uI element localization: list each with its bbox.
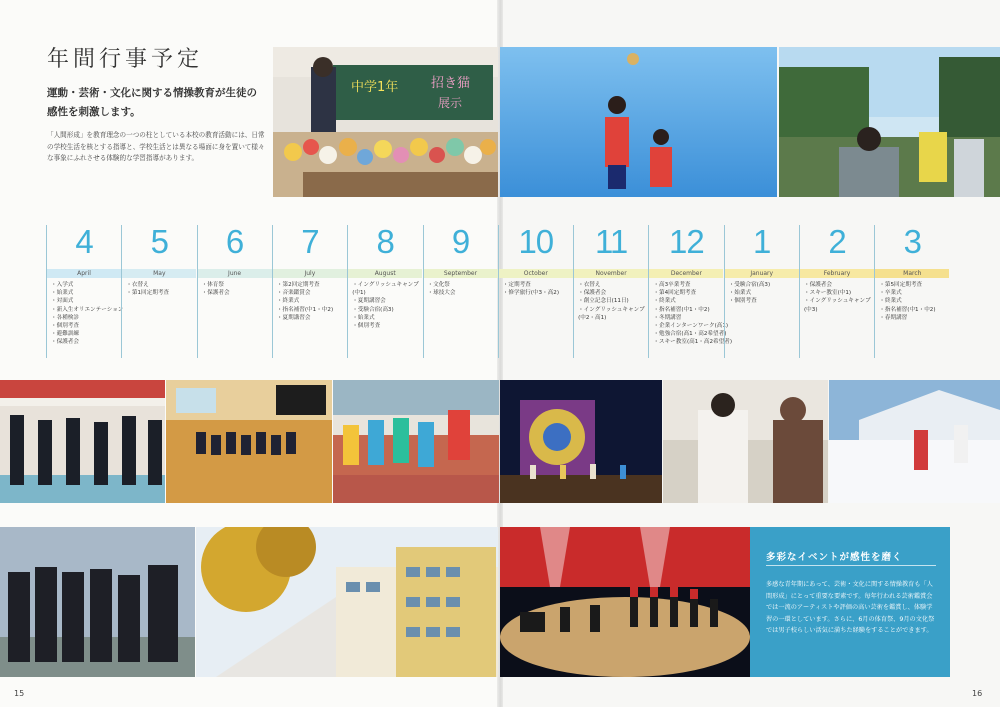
- photo-garden-tour: [779, 47, 1000, 197]
- feature-divider: [766, 565, 936, 566]
- month-number: 6: [225, 223, 244, 260]
- photo-students-group: [0, 527, 195, 677]
- event-list: [879, 281, 949, 322]
- photo-ceremony: [0, 380, 165, 503]
- event-item: ・個別考査: [51, 323, 79, 330]
- intro-paragraph: 「人間形成」を教育理念の一つの柱としている本校の教育活動には、日常の学校生活を核とする指導と、学校生活とは異なる場面に身を置いて様々な事象にふれさせる体験的な学習指導があります。: [47, 131, 265, 162]
- photo-ski: [829, 380, 1000, 503]
- month-number: 10: [518, 223, 554, 260]
- board-text-2: 招き猫: [431, 76, 471, 91]
- event-item: ・修学旅行(中3・高2): [502, 290, 560, 297]
- calendar-month-4: [272, 225, 347, 358]
- calendar-month-10: [724, 225, 799, 358]
- month-number: 11: [594, 223, 628, 260]
- calendar-month-3: [197, 225, 272, 358]
- event-list: [202, 281, 272, 297]
- event-item: ・始業式: [51, 290, 74, 297]
- event-list: [277, 281, 347, 322]
- event-item: ・各種検診: [51, 314, 79, 321]
- event-list: [653, 281, 732, 347]
- month-number: 12: [669, 223, 704, 260]
- page-number-left: 15: [14, 689, 25, 698]
- event-item: ・冬期講習: [653, 314, 682, 321]
- page-number-right: 16: [972, 689, 983, 698]
- event-list: [428, 281, 498, 297]
- event-item: ・終業式: [879, 298, 902, 305]
- month-name-band: May: [122, 269, 196, 278]
- month-number: 3: [903, 223, 921, 260]
- event-list: [51, 281, 124, 347]
- event-item: ・終業式: [653, 298, 676, 305]
- month-name-band: February: [800, 269, 874, 278]
- event-item: ・音楽鑑賞会: [276, 290, 311, 297]
- event-item: ・高3卒業考査: [653, 282, 691, 288]
- month-name-band: December: [649, 269, 723, 278]
- lead-text: 運動・芸術・文化に関する情操教育が生徒の感性を刺激します。: [47, 87, 257, 118]
- month-name-band: July: [273, 269, 347, 278]
- event-item: (中2・高1): [578, 314, 607, 321]
- calendar-month-6: [423, 225, 498, 358]
- calendar-month-8: [573, 225, 648, 358]
- event-item: ・第2回定期考査: [276, 282, 320, 288]
- event-item: ・夏期講習会: [276, 314, 311, 321]
- event-item: ・指名補習(中1・中2): [276, 306, 334, 313]
- month-name-band: March: [875, 269, 949, 278]
- month-number: 2: [828, 223, 846, 260]
- event-item: ・衣替え: [126, 282, 149, 288]
- month-name-band: September: [424, 269, 498, 278]
- feature-box: [750, 527, 950, 677]
- month-number: 7: [301, 223, 319, 260]
- event-item: ・スキー教室(中1): [804, 290, 852, 297]
- photo-sports-day: [333, 380, 499, 503]
- event-item: ・個別考査: [352, 323, 381, 330]
- event-item: ・イングリッシュキャンプ: [578, 306, 645, 313]
- calendar-month-2: [121, 225, 196, 358]
- board-text-3: 展示: [438, 96, 463, 110]
- event-item: ・イングリッシュキャンプ: [804, 298, 871, 305]
- event-item: ・新入生オリエンテーション: [51, 306, 124, 313]
- month-name-band: November: [574, 269, 648, 278]
- event-item: (中3): [804, 306, 818, 313]
- calendar-month-1: [46, 223, 124, 358]
- photo-volleyball: [500, 47, 777, 197]
- annual-calendar: [46, 225, 951, 358]
- month-name-band: October: [499, 269, 573, 278]
- photo-classroom-display: [273, 47, 498, 197]
- event-item: ・勉強合宿(高1・高2希望者): [653, 331, 727, 338]
- month-number: 4: [75, 223, 93, 260]
- event-item: ・イングリッシュキャンプ: [352, 282, 419, 288]
- event-item: ・避難訓練: [51, 331, 79, 338]
- calendar-month-5: [347, 225, 422, 358]
- photo-school-building: [196, 527, 498, 677]
- event-item: ・受験合宿(高3): [352, 306, 394, 313]
- month-name-band: January: [725, 269, 799, 278]
- event-item: ・企業インターンワーク(高1): [653, 323, 729, 330]
- event-item: ・保護者会: [804, 282, 832, 288]
- calendar-month-7: [498, 225, 573, 358]
- event-item: ・卒業式: [879, 290, 902, 297]
- event-item: ・始業式: [728, 290, 752, 297]
- calendar-month-12: [874, 225, 949, 358]
- page-title: 年間行事予定: [47, 47, 204, 72]
- photo-concert: [500, 527, 750, 677]
- month-number: 8: [376, 223, 394, 260]
- photo-gym-assembly: [166, 380, 332, 503]
- photo-stage-performance: [500, 380, 662, 503]
- event-item: ・指名補習(中1・中2): [653, 306, 710, 313]
- month-name-band: August: [348, 269, 422, 278]
- month-number: 5: [150, 223, 168, 260]
- month-number: 9: [451, 223, 470, 260]
- event-list: [804, 281, 874, 314]
- event-item: ・入学式: [51, 282, 74, 288]
- calendar-month-9: [648, 223, 732, 358]
- event-item: ・スキー教室(高1・高2希望者): [653, 339, 732, 346]
- event-item: ・個別考査: [728, 298, 757, 305]
- event-list: [578, 281, 648, 322]
- feature-text: 多感な青年期にあって、芸術・文化に関する情操教育も「人間形成」にとって重要な要素です。毎年行われる芸術鑑賞会では一流のアーティストや評価の高い芸術を鑑賞し、体験学習の一環としています。さらに、6月の体育祭、9月の文化祭では男子校らしい活気に満ちた経験をすることができます。: [766, 581, 935, 634]
- event-item: ・体育祭: [201, 282, 224, 288]
- event-item: ・第1回定期考査: [126, 290, 170, 297]
- event-item: ・夏期講習会: [352, 298, 386, 305]
- event-item: (中1): [352, 290, 366, 297]
- event-item: ・創立記念日(11日): [578, 298, 629, 305]
- calendar-month-11: [799, 225, 874, 358]
- event-item: ・終業式: [276, 298, 300, 305]
- event-item: ・受験合宿(高3): [728, 282, 771, 288]
- event-item: ・第4回定期考査: [653, 290, 697, 297]
- event-item: ・球技大会: [427, 290, 456, 297]
- month-name-band: June: [198, 269, 272, 278]
- event-item: ・衣替え: [578, 282, 601, 288]
- event-item: ・春期講習: [879, 314, 908, 321]
- event-item: ・対面式: [51, 298, 74, 305]
- month-number: 1: [753, 223, 771, 260]
- event-item: ・保護者会: [51, 339, 79, 346]
- event-list: [503, 281, 573, 297]
- event-item: ・指名補習(中1・中2): [879, 306, 936, 313]
- event-item: ・始業式: [352, 314, 375, 321]
- event-item: ・保護者会: [201, 290, 230, 297]
- event-list: [352, 281, 422, 330]
- photo-english-camp: [663, 380, 828, 503]
- event-item: ・定期考査: [502, 282, 531, 288]
- board-text-1: 中学1年: [351, 80, 399, 95]
- event-item: ・第5回定期考査: [879, 282, 923, 288]
- event-item: ・文化祭: [427, 282, 450, 288]
- event-list: [126, 281, 196, 297]
- feature-heading: 多彩なイベントが感性を磨く: [766, 552, 903, 563]
- event-list: [729, 281, 799, 306]
- event-item: ・保護者会: [578, 290, 607, 297]
- month-name-band: April: [47, 269, 121, 278]
